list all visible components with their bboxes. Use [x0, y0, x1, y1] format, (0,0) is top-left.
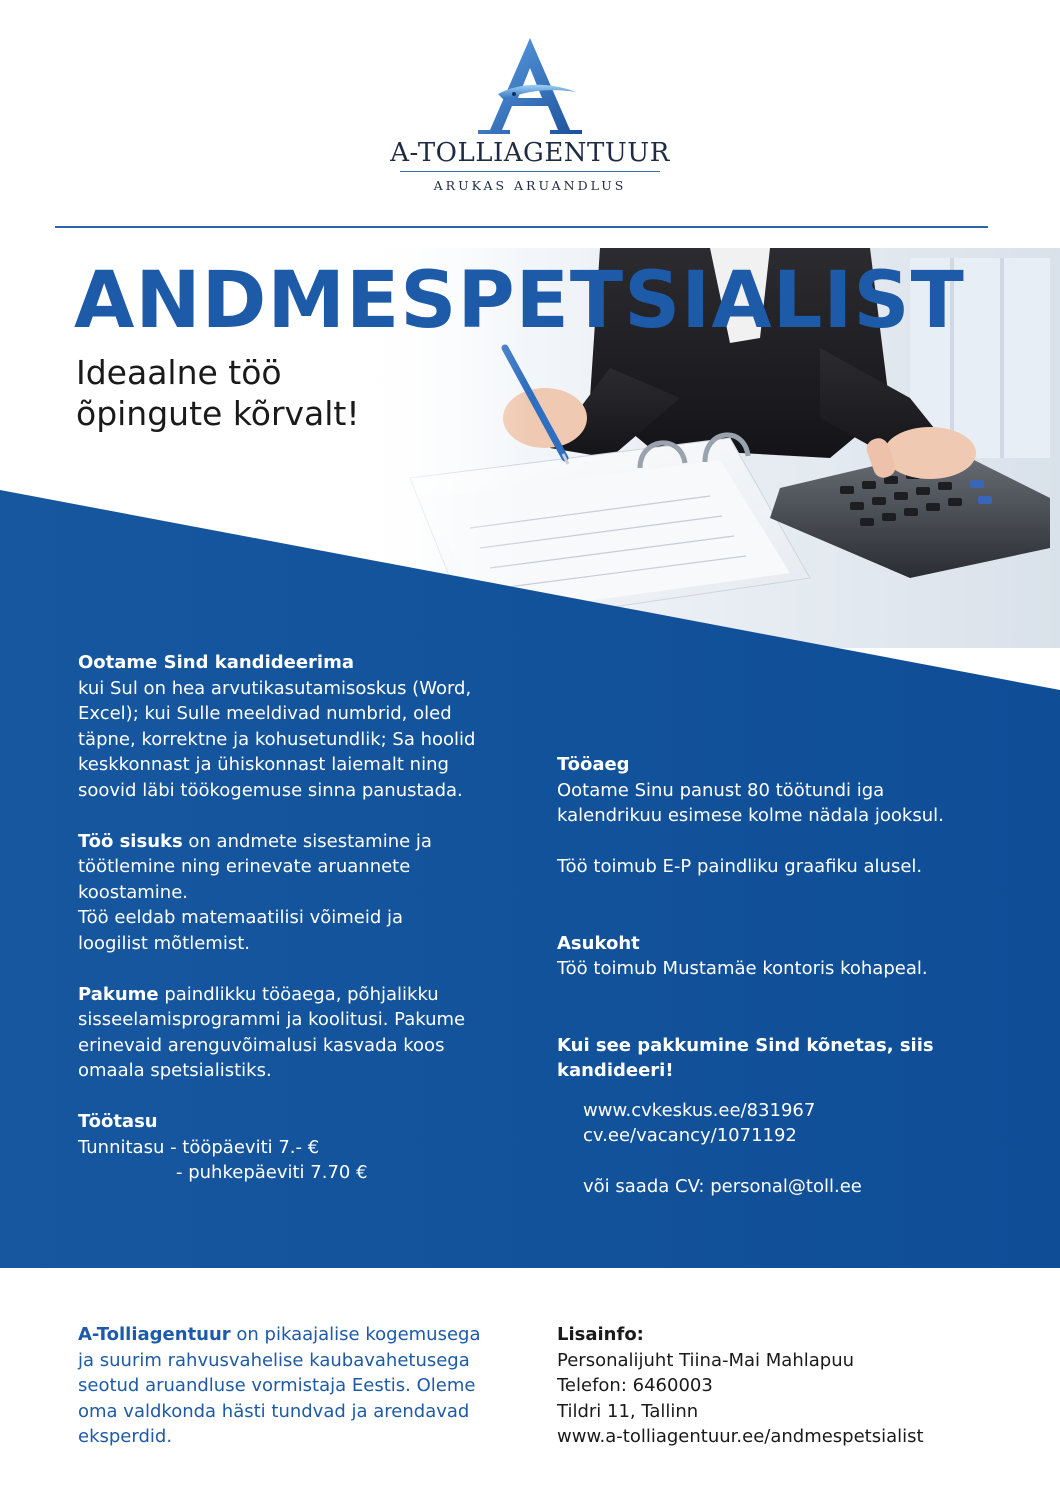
pay-weekday: Tunnitasu - tööpäeviti 7.- €: [78, 1136, 320, 1158]
candidate-line: keskkonnast ja ühiskonnast laiemalt ning: [78, 754, 449, 775]
subtitle-line: Ideaalne töö: [76, 353, 282, 392]
content-line: töötlemine ning erinevate aruannete: [78, 856, 411, 877]
header-divider: [55, 226, 988, 228]
candidate-line: täpne, korrektne ja kohusetundlik; Sa hoolid: [78, 728, 476, 750]
hours-line: Ootame Sinu panust 80 töötundi iga: [557, 779, 885, 801]
job-title: ANDMESPETSIALIST: [74, 256, 965, 346]
location-heading: Asukoht: [557, 932, 640, 954]
contact-address: Tildri 11, Tallinn: [557, 1400, 699, 1422]
content-line: koostamine.: [78, 881, 189, 903]
cv-ee-link[interactable]: cv.ee/vacancy/1071192: [583, 1125, 797, 1146]
candidate-line: soovid läbi töökogemuse sinna panustada.: [78, 779, 463, 801]
right-column: [557, 752, 997, 1200]
about-first-line: A-Tolliagentuur on pikaajalise kogemusega: [78, 1324, 481, 1345]
offer-line: erinevaid arenguvõimalusi kasvada koos: [78, 1034, 445, 1056]
candidate-heading: Ootame Sind kandideerima: [78, 652, 354, 673]
left-column: [78, 650, 518, 1186]
logo-tagline: ARUKAS ARUANDLUS: [433, 178, 627, 193]
logo-divider: [400, 171, 660, 172]
logo-a-mark-icon: [380, 30, 680, 140]
offer-first-line: Pakume paindlikku tööaega, põhjalikku: [78, 983, 439, 1005]
contact-heading: Lisainfo:: [557, 1324, 644, 1345]
pay-weekend: - puhkepäeviti 7.70 €: [176, 1162, 368, 1183]
about-lead: A-Tolliagentuur: [78, 1324, 231, 1345]
hours-heading: Tööaeg: [557, 754, 630, 775]
about-line: ja suurim rahvusvahelise kaubavahetusega: [78, 1349, 470, 1371]
company-about: [78, 1322, 518, 1450]
contact-phone[interactable]: Telefon: 6460003: [557, 1375, 713, 1396]
hours-line: kalendrikuu esimese kolme nädala jooksul.: [557, 805, 944, 826]
pay-heading: Töötasu: [78, 1111, 158, 1132]
contact-person: Personalijuht Tiina-Mai Mahlapuu: [557, 1349, 855, 1371]
content-lead: Töö sisuks: [78, 830, 183, 852]
logo-name: A-TOLLIAGENTUUR: [390, 138, 670, 168]
offer-lead: Pakume: [78, 983, 159, 1005]
content-first-line: Töö sisuks on andmete sisestamine ja: [78, 830, 432, 852]
company-logo: [380, 30, 680, 200]
apply-heading: Kui see pakkumine Sind kõnetas, siis: [557, 1034, 934, 1056]
hours-schedule: Töö toimub E-P paindliku graafiku alusel.: [557, 856, 923, 877]
subtitle-line: õpingute kõrvalt!: [76, 394, 360, 433]
candidate-line: Excel); kui Sulle meeldivad numbrid, oled: [78, 703, 452, 724]
candidate-line: kui Sul on hea arvutikasutamisoskus (Word,: [78, 677, 472, 699]
offer-line: omaala spetsialistiks.: [78, 1060, 272, 1081]
contact-url[interactable]: www.a-tolliagentuur.ee/andmespetsialist: [557, 1426, 924, 1447]
about-line: eksperdid.: [78, 1426, 173, 1447]
offer-line: sisseelamisprogrammi ja koolitusi. Pakume: [78, 1009, 466, 1030]
about-line: oma valdkonda hästi tundvad ja arendavad: [78, 1400, 470, 1422]
content-line: loogilist mõtlemist.: [78, 932, 250, 954]
cvkeskus-link[interactable]: www.cvkeskus.ee/831967: [583, 1099, 816, 1121]
location-text: Töö toimub Mustamäe kontoris kohapeal.: [557, 958, 928, 979]
cv-email-line[interactable]: või saada CV: personal@toll.ee: [583, 1176, 862, 1197]
content-line: Töö eeldab matemaatilisi võimeid ja: [78, 907, 404, 928]
apply-heading: kandideeri!: [557, 1060, 674, 1081]
contact-info: [557, 1322, 997, 1450]
job-subtitle: [76, 352, 360, 434]
about-line: seotud aruandluse vormistaja Eestis. Oleme: [78, 1375, 476, 1396]
